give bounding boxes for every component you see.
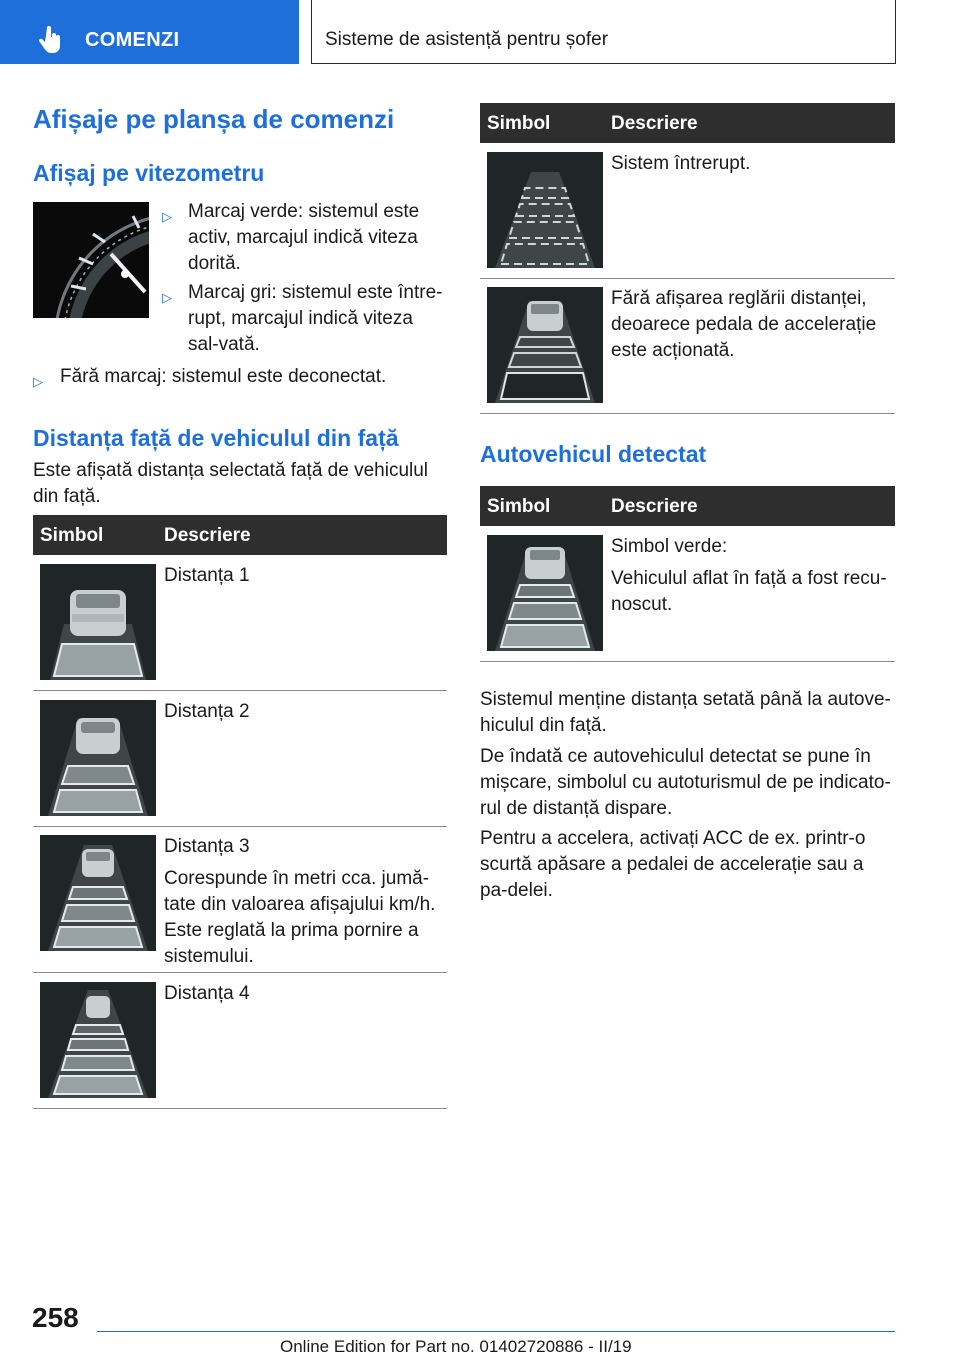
row-divider xyxy=(33,972,447,973)
distance-3-icon xyxy=(40,835,156,951)
distance-2-icon xyxy=(40,700,156,816)
section-title: Afișaje pe planșa de comenzi xyxy=(33,104,395,134)
row-divider xyxy=(33,826,447,827)
chapter-title-box xyxy=(311,0,896,64)
bullet-icon: ▷ xyxy=(33,374,43,389)
status-table-header xyxy=(480,103,895,143)
accelerator-pressed-desc: Fără afișarea reglării distanței, deoarece pedala de accelerație este acționată. xyxy=(611,288,877,361)
distance-heading: Distanța față de vehiculul din față xyxy=(33,425,399,451)
distance-1-desc: Distanța 1 xyxy=(164,565,250,586)
speedo-bullet-2: Marcaj gri: sistemul este între-rupt, marcajul indică viteza sal-vată. xyxy=(188,282,443,355)
paragraph-2: De îndată ce autovehiculul detectat se pune în mișcare, simbolul cu autoturismul de pe indicato-rul de distanță dispare. xyxy=(480,746,891,819)
col-symbol: Simbol xyxy=(487,496,551,517)
distance-3-desc: Distanța 3 Corespunde în metri cca. jumă-tate din valoarea afișajului km/h. Este reglată la prima pornire a sistemului. xyxy=(164,836,436,967)
distance-2-desc: Distanța 2 xyxy=(164,701,250,722)
hand-pointer-icon xyxy=(38,26,64,54)
footer-divider xyxy=(97,1331,895,1332)
detected-table-header xyxy=(480,486,895,526)
row-divider xyxy=(33,1108,447,1109)
vehicle-detected-icon xyxy=(487,535,603,651)
accelerator-pressed-icon xyxy=(487,287,603,403)
distance-table-header xyxy=(33,515,447,555)
vehicle-detected-desc: Simbol verde: Vehiculul aflat în față a fost recu-noscut. xyxy=(611,536,887,615)
distance-1-icon xyxy=(40,564,156,680)
col-description: Descriere xyxy=(611,496,698,517)
col-symbol: Simbol xyxy=(40,525,104,546)
row-divider xyxy=(480,413,895,414)
row-divider xyxy=(33,690,447,691)
speedometer-icon xyxy=(33,202,149,318)
bullet-icon: ▷ xyxy=(162,290,172,305)
bullet-icon: ▷ xyxy=(162,209,172,224)
speedo-heading: Afișaj pe vitezometru xyxy=(33,160,265,186)
disconnected-bullet: Fără marcaj: sistemul este deconectat. xyxy=(60,366,387,387)
row-divider xyxy=(480,278,895,279)
page-number: 258 xyxy=(32,1302,79,1333)
detected-heading: Autovehicul detectat xyxy=(480,441,707,467)
col-description: Descriere xyxy=(611,113,698,134)
speedometer-image xyxy=(33,202,149,318)
paragraph-3: Pentru a accelera, activați ACC de ex. printr-o scurtă apăsare a pedalei de accelerație sau a pa-delei. xyxy=(480,828,866,901)
paragraph-1: Sistemul menține distanța setată până la autove-hiculul din față. xyxy=(480,689,891,736)
speedo-bullet-1: Marcaj verde: sistemul este activ, marcajul indică viteza dorită. xyxy=(188,201,420,274)
col-symbol: Simbol xyxy=(487,113,551,134)
col-description: Descriere xyxy=(164,525,251,546)
distance-4-icon xyxy=(40,982,156,1098)
system-interrupted-desc: Sistem întrerupt. xyxy=(611,153,751,174)
system-interrupted-icon xyxy=(487,152,603,268)
distance-4-desc: Distanța 4 xyxy=(164,983,250,1004)
chapter-title: Sisteme de asistență pentru șofer xyxy=(325,29,609,50)
distance-intro: Este afișată distanța selectată față de vehiculul din față. xyxy=(33,460,429,507)
edition-info: Online Edition for Part no. 01402720886 - II/19 xyxy=(280,1337,632,1356)
chapter-tab[interactable] xyxy=(0,0,299,64)
row-divider xyxy=(480,661,895,662)
chapter-tab-label: COMENZI xyxy=(85,29,180,51)
